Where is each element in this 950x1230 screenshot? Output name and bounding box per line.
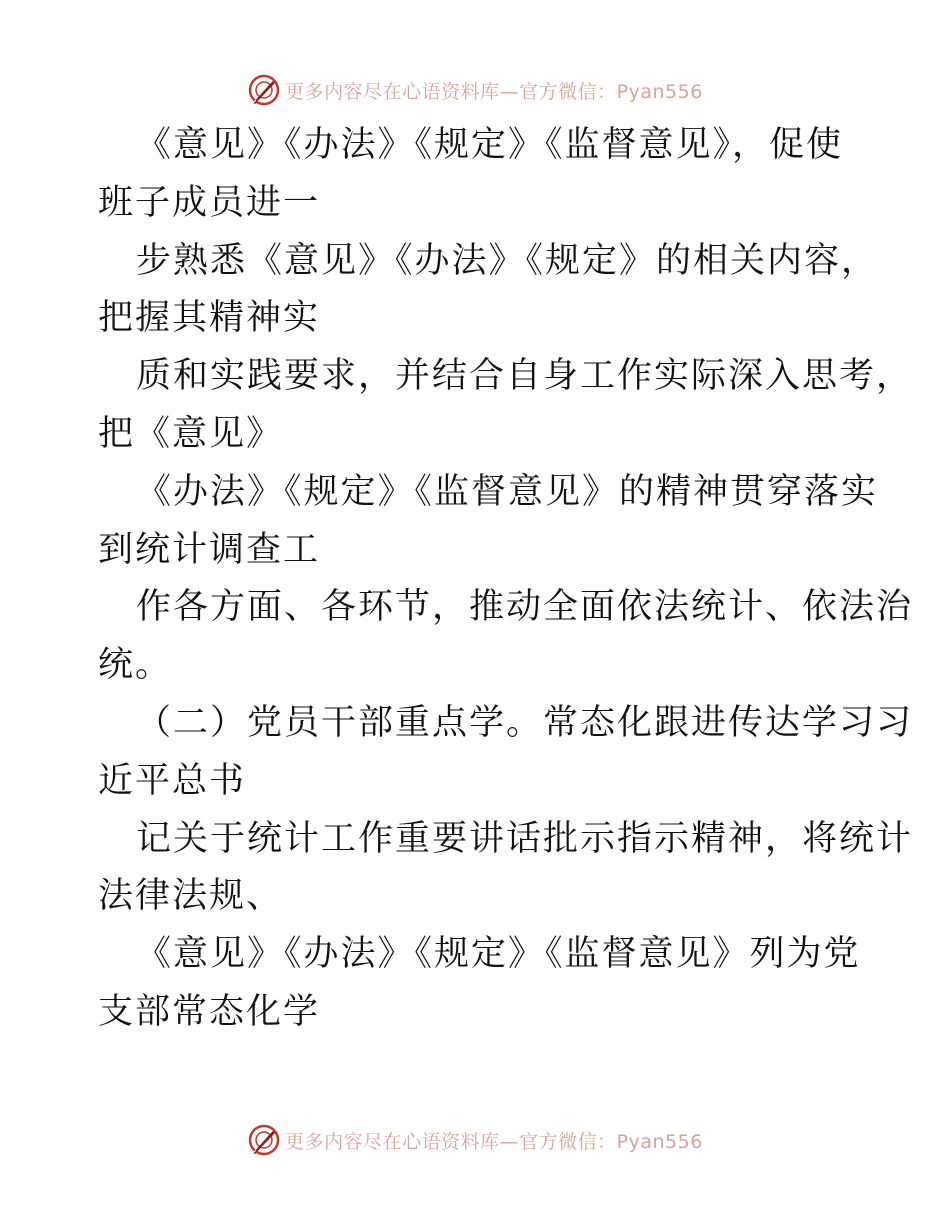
text-line: 法律法规、 (98, 876, 284, 917)
pen-logo-icon (247, 1123, 281, 1157)
header-watermark (0, 70, 950, 110)
text-line: 步熟悉《意见》《办法》《规定》的相关内容， (136, 240, 879, 281)
text-line: 《意见》《办法》《规定》《监督意见》，促使 (136, 125, 844, 165)
text-line: 近平总书 (98, 760, 247, 801)
pen-logo-icon (247, 73, 281, 107)
text-line: 记关于统计工作重要讲话批示指示精神，将统计 (136, 818, 914, 859)
text-line: 《办法》《规定》《监督意见》的精神贯穿落实 (136, 471, 879, 512)
text-line: 质和实践要求，并结合自身工作实际深入思考， (136, 356, 914, 397)
watermark-text: 更多内容尽在心语资料库—官方微信：Pyan556 (285, 1130, 703, 1153)
text-line: 到统计调查工 (98, 529, 321, 570)
text-line: 支部常态化学 (98, 991, 321, 1032)
document-body (98, 117, 914, 1042)
text-line: 把《意见》 (98, 413, 284, 454)
watermark-text: 更多内容尽在心语资料库—官方微信：Pyan556 (285, 80, 703, 103)
text-line: 《意见》《办法》《规定》《监督意见》列为党 (136, 934, 861, 975)
text-line: 统。 (98, 645, 173, 686)
text-line: （二）党员干部重点学。常态化跟进传达学习习 (136, 702, 914, 743)
text-line: 把握其精神实 (98, 298, 321, 339)
text-line: 作各方面、各环节，推动全面依法统计、依法治 (136, 587, 914, 628)
text-line: 班子成员进一 (98, 182, 321, 223)
footer-watermark (0, 1120, 950, 1160)
